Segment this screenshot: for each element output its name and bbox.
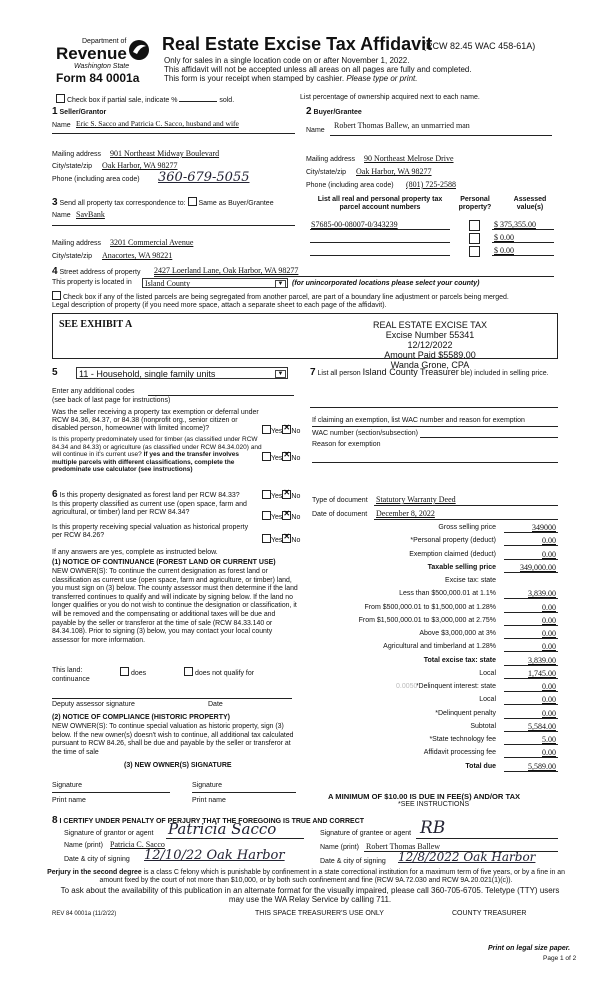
tax-row-value[interactable]: 0.00 (542, 616, 556, 625)
tax-row-line (504, 638, 558, 639)
seller-city-label: City/state/zip (52, 163, 93, 170)
local-rate-value: 0.0050 (396, 683, 418, 690)
doc-date-label: Date of document (312, 511, 368, 518)
correspondence-label: Send all property tax correspondence to: (59, 200, 186, 207)
owner-sig-line-2[interactable] (192, 792, 296, 793)
tax-row-label: *State technology fee (429, 736, 496, 743)
item7-label-post: ble) included in selling price. (460, 370, 549, 377)
owner-sig-line-1[interactable] (52, 792, 170, 793)
perjury-bold: Perjury in the second degree (47, 869, 142, 876)
corr-mailing-label: Mailing address (52, 240, 102, 247)
buyer-mailing-value[interactable]: 90 Northeast Melrose Drive (364, 154, 454, 163)
doc-date-value[interactable]: December 8, 2022 (376, 509, 435, 518)
tax-row-value[interactable]: 0.00 (542, 536, 556, 545)
does-row (120, 667, 146, 678)
personal-property-checkbox[interactable] (469, 220, 480, 231)
does-checkbox[interactable] (120, 667, 129, 676)
stamp-line5: Wanda Grone, CPA (390, 360, 470, 370)
tax-row-line (504, 572, 558, 573)
seller-mailing-value[interactable]: 901 Northeast Midway Boulevard (110, 149, 220, 158)
item7-num: 7 (310, 367, 316, 378)
fq2-yes-label: Yes (271, 514, 283, 521)
grantor-name-label: Name (print) (64, 842, 103, 849)
q1-yes-label: Yes (271, 428, 283, 435)
notice2-title: (2) NOTICE OF COMPLIANCE (HISTORIC PROPERTY) (52, 714, 230, 721)
segregated-row (52, 291, 509, 302)
tax-row-value[interactable]: 0.00 (542, 695, 556, 704)
item7-line (310, 407, 558, 408)
tax-row-label: Less than $500,000.01 at 1.1% (399, 590, 496, 597)
corr-name-label: Name (52, 212, 71, 219)
tax-row-label: Affidavit processing fee (423, 749, 496, 756)
tax-row-value[interactable]: 0.00 (542, 748, 556, 757)
tax-row-label: Exemption claimed (deduct) (409, 551, 496, 558)
same-as-buyer-label: Same as Buyer/Grantee (198, 200, 274, 207)
additional-codes-field[interactable] (148, 395, 294, 396)
assessed-value-line (492, 242, 554, 243)
grantee-name-value[interactable]: Robert Thomas Ballew (366, 842, 441, 851)
doc-type-label: Type of document (312, 497, 368, 504)
grantee-sig-line (416, 838, 558, 839)
street-line (154, 276, 554, 277)
buyer-mailing-label: Mailing address (306, 156, 356, 163)
q1-no-label: No (291, 428, 301, 435)
tax-row-value[interactable]: 349,000.00 (520, 563, 556, 572)
partial-sale-label: Check box if partial sale, indicate % (66, 97, 178, 104)
use-code-value: 11 - Household, single family units (79, 369, 216, 379)
chevron-down-icon[interactable]: ▼ (275, 370, 286, 378)
tax-row-label: Subtotal (470, 723, 496, 730)
does-not-label: does not qualify for (194, 670, 255, 677)
rcw-reference: (RCW 82.45 WAC 458-61A) (423, 41, 536, 51)
certify-title: I CERTIFY UNDER PENALTY OF PERJURY THAT THE FOREGOING IS TRUE AND CORRECT (59, 818, 365, 825)
seller-city-value[interactable]: Oak Harbor, WA 98277 (102, 161, 178, 170)
seller-heading (52, 106, 106, 118)
q2-no-label: No (291, 455, 301, 462)
any-yes-note: If any answers are yes, complete as instructed below. (52, 549, 218, 556)
seller-phone-label: Phone (including area code) (52, 176, 140, 183)
timber-question-bold: If yes and the transfer involves multiple parcels with different classifications, complete the predominate use calculator (see instructions) (52, 451, 239, 473)
grantee-name-label: Name (print) (320, 844, 359, 851)
q2-yes-checkbox[interactable] (262, 452, 271, 461)
tax-row-line (504, 757, 558, 758)
grantor-date-label: Date & city of signing (64, 856, 130, 863)
reason-field[interactable] (312, 462, 558, 463)
tax-row-label: *Delinquent penalty (435, 710, 496, 717)
treasurer-use-only: THIS SPACE TREASURER'S USE ONLY (255, 910, 384, 917)
tax-row-value[interactable]: 349000 (532, 523, 556, 532)
grantor-sig-label: Signature of grantor or agent (64, 830, 154, 837)
assessed-col-header: Assessed value(s) (513, 196, 547, 212)
parcel-number-line (310, 255, 450, 256)
tax-row-label: *Personal property (deduct) (410, 537, 496, 544)
tax-row-line (504, 625, 558, 626)
fq2-yes-checkbox[interactable] (262, 511, 271, 520)
correspondence-num: 3 (52, 197, 58, 208)
this-land-label: This land: (52, 667, 83, 674)
segregated-label: Check box if any of the listed parcels are being segregated from another parcel, are part of a boundary line adjustment or parcels being merged. (62, 294, 509, 301)
tax-row-value[interactable]: 0.00 (542, 550, 556, 559)
header-line3 (164, 74, 417, 84)
corr-city-label: City/state/zip (52, 253, 93, 260)
ownership-note: List percentage of ownership acquired next to each name. (300, 94, 480, 101)
continuance-label: continuance (52, 676, 90, 683)
notice2-body: NEW OWNER(S): To continue special valuation as historic property, sign (3) below. If the new owner(s) doesn't wish to continue, all additional tax calculated pursuant to RCW 84.26, shall be due and payable by the seller or transferor at the time of sale (52, 723, 294, 756)
corr-blank-line (52, 225, 295, 226)
tax-row-line (504, 612, 558, 613)
stamp-line1: REAL ESTATE EXCISE TAX (372, 320, 488, 330)
tax-row-line (504, 691, 558, 692)
dept-line1: Department of (82, 38, 127, 45)
seller-name-label: Name (52, 122, 71, 129)
doc-type-line (374, 505, 558, 506)
street-label: Street address of property (59, 269, 141, 276)
rev-number: REV 84 0001a (11/2/22) (52, 911, 117, 917)
tax-row-label: Gross selling price (438, 524, 496, 531)
personal-col-header: Personal property? (458, 196, 492, 212)
does-not-checkbox[interactable] (184, 667, 193, 676)
timber-question (52, 436, 262, 474)
stamp-line6: Island County Treasurer (362, 367, 459, 377)
timber-question-text: Is this property predominately used for timber (as classified under RCW 84.34 and 84.33) or agriculture (as classified under RCW 84.34.020) and will continue in it's current use? (52, 436, 262, 458)
fq3-no-label: No (291, 537, 301, 544)
tax-row-label: Above $3,000,000 at 3% (419, 630, 496, 637)
stamp-line2: Excise Number 55341 (385, 330, 475, 340)
doc-date-line (374, 519, 558, 520)
tax-row-line (504, 731, 558, 732)
q2-no-checkbox[interactable] (282, 452, 291, 461)
alt-format-notice: To ask about the availability of this publication in an alternate format for the visually impaired, please call 360-705-6705. Teletype (TTY) users may use the WA Relay Service by calling 711. (60, 886, 560, 904)
deputy-date-label: Date (208, 701, 223, 708)
exemption-question: Was the seller receiving a property tax exemption or deferral under RCW 84.36, 84.37, or 84.38 (nonprofit org., senior citizen or disabled person, homeowner with limited income)? (52, 409, 259, 432)
buyer-city-value[interactable]: Oak Harbor, WA 98277 (356, 167, 432, 176)
wac-label: WAC number (section/subsection) (312, 430, 418, 437)
perjury-text: is a class C felony which is punishable by confinement in a state correctional institution for a maximum term of five years, or by a fine in an amount fixed by the court of not more than $10,000, or by both such confinement and fine (RCW 9A.72.030 and RCW 9A.20.021(1)(c)). (99, 869, 565, 885)
minimum-notice: A MINIMUM OF $10.00 IS DUE IN FEE(S) AND/OR TAX (328, 792, 521, 801)
segregated-checkbox[interactable] (52, 291, 61, 300)
tax-row-value[interactable]: 5,589.00 (528, 762, 556, 771)
item7-label-pre: List all person (317, 370, 361, 377)
buyer-phone-value[interactable]: (801) 725-2588 (406, 180, 456, 189)
legal-paper-note: Print on legal size paper. (488, 945, 571, 952)
tax-row-value[interactable]: 0.00 (542, 682, 556, 691)
tax-row-label: Total excise tax: state (423, 657, 496, 664)
q1-yes-checkbox[interactable] (262, 425, 271, 434)
partial-sold-label: sold. (219, 97, 235, 104)
forest-q1-answer (262, 490, 300, 501)
use-code-num: 5 (52, 367, 58, 378)
fq3-yes-label: Yes (271, 537, 283, 544)
notice1-body: NEW OWNER(S): To continue the current designation as forest land or classification as current use (open space, farm and agriculture, or timber) land, you must sign on (3) below. The county assessor must then determine if the land transferred continues to qualify and will indicate by signing below. If the land no longer qualifies or you do not wish to continue the designation or classification, it will be removed and the compensating or additional taxes will be due and payable by the seller or transferor at the time of sale (RCW 84.33.140 or 84.34.108). Prior to signing (3) below, you may contact your local county assessor for more information. (52, 568, 298, 644)
personal-property-checkbox[interactable] (469, 233, 480, 244)
forest-q2: Is this property classified as current use (open space, farm and agricultural, or timber) land per RCW 84.34? (52, 501, 247, 516)
header-line1: Only for sales in a single location code on or after November 1, 2022. (164, 56, 410, 65)
tax-row-value[interactable]: 3,839.00 (528, 656, 556, 665)
corr-name-value[interactable]: SavBank (76, 210, 105, 219)
q1-no-checkbox[interactable] (282, 425, 291, 434)
tax-row-line (504, 704, 558, 705)
grantee-date-label: Date & city of signing (320, 858, 386, 865)
county-note: (for unincorporated locations please select your county) (292, 280, 480, 287)
seller-phone-value[interactable]: 360-679-5055 (158, 170, 250, 185)
county-treasurer: COUNTY TREASURER (452, 910, 527, 917)
dept-line2: Revenue (56, 44, 127, 63)
tax-row-label: From $500,000.01 to $1,500,000 at 1.28% (364, 604, 496, 611)
parcel-col-header: List all real and personal property tax parcel account numbers (317, 196, 443, 212)
fq1-no-label: No (291, 493, 301, 500)
fq1-no-checkbox[interactable] (282, 490, 291, 499)
grantor-name-value[interactable]: Patricia C. Sacco (110, 840, 165, 849)
see-instructions: *SEE INSTRUCTIONS (398, 801, 470, 808)
deputy-line[interactable] (52, 698, 292, 699)
tax-row-label: Agricultural and timberland at 1.28% (383, 643, 496, 650)
reason-label: Reason for exemption (312, 441, 381, 448)
tax-row-line (504, 678, 558, 679)
forest-num: 6 (52, 489, 58, 500)
form-number: Form 84 0001a (56, 71, 140, 85)
fq1-yes-label: Yes (271, 493, 283, 500)
tax-row-line (504, 532, 558, 533)
assessed-value[interactable]: $ 375,355.00 (494, 220, 536, 229)
assessed-value[interactable]: $ 0.00 (494, 246, 514, 255)
assessed-value[interactable]: $ 0.00 (494, 233, 514, 242)
street-row (52, 266, 140, 278)
seller-num: 1 (52, 106, 58, 117)
buyer-name-value[interactable]: Robert Thomas Ballew, an unmarried man (334, 121, 470, 130)
tax-row-line (504, 665, 558, 666)
grantor-date-value[interactable]: 12/10/22 Oak Harbor (144, 848, 285, 863)
tax-row-value[interactable]: 0.00 (542, 603, 556, 612)
seller-heading-text: Seller/Grantor (59, 109, 107, 116)
exemption-label: If claiming an exemption, list WAC number and reason for exemption (312, 417, 525, 424)
street-value[interactable]: 2427 Loerland Lane, Oak Harbor, WA 98277 (154, 266, 299, 275)
partial-sale-checkbox[interactable] (56, 94, 65, 103)
tax-row-value[interactable]: 0.00 (542, 642, 556, 651)
stamp-line4: Amount Paid $5589.00 (384, 350, 476, 360)
buyer-name-label: Name (306, 127, 325, 134)
legal-value: SEE EXHIBIT A (59, 319, 133, 330)
partial-percent-field[interactable] (179, 101, 217, 102)
corr-mailing-value[interactable]: 3201 Commercial Avenue (110, 238, 194, 247)
property-num: 4 (52, 266, 58, 277)
see-back-note: (see back of last page for instructions) (52, 397, 171, 404)
corr-city-value[interactable]: Anacortes, WA 98221 (102, 251, 173, 260)
header-line3-text: This form is your receipt when stamped by cashier. (164, 74, 345, 83)
personal-property-checkbox[interactable] (469, 246, 480, 257)
buyer-heading-text: Buyer/Grantee (313, 109, 362, 116)
grantee-date-value[interactable]: 12/8/2022 Oak Harbor (398, 850, 536, 864)
tax-row-value[interactable]: 3,839.00 (528, 589, 556, 598)
located-label: This property is located in (52, 279, 132, 286)
seller-mailing-label: Mailing address (52, 151, 102, 158)
tax-row-label: Local (479, 696, 496, 703)
tax-row-line (504, 545, 558, 546)
same-as-buyer-checkbox[interactable] (188, 197, 197, 206)
owner-sig-label-2: Signature (192, 782, 222, 789)
notice3-title: (3) NEW OWNER(S) SIGNATURE (124, 762, 232, 769)
use-code-select[interactable] (76, 367, 288, 379)
tax-row-line (504, 771, 558, 772)
stamp-line3: 12/12/2022 (407, 340, 453, 350)
tax-row-value[interactable]: 0.00 (542, 709, 556, 718)
q2-answer (262, 452, 300, 463)
grantee-signature[interactable]: RB (420, 818, 446, 838)
tax-row-line (504, 651, 558, 652)
county-value: Island County (145, 279, 191, 288)
partial-sale-row (56, 94, 234, 105)
wac-field[interactable] (420, 437, 558, 438)
owner-sig-label-1: Signature (52, 782, 82, 789)
tax-row-value[interactable]: 0.00 (542, 629, 556, 638)
q1-answer (262, 425, 300, 436)
does-not-row (184, 667, 254, 678)
item7-row (310, 367, 558, 379)
notice1-title: (1) NOTICE OF CONTINUANCE (FOREST LAND OR CURRENT USE) (52, 559, 276, 566)
fq1-yes-checkbox[interactable] (262, 490, 271, 499)
grantor-signature[interactable]: Patricia Sacco (168, 820, 277, 838)
tax-row-value[interactable]: 5,584.00 (528, 722, 556, 731)
grantor-sig-line (166, 838, 304, 839)
buyer-name-line (330, 135, 552, 136)
tax-row-value[interactable]: 5.00 (542, 735, 556, 744)
forest-q1-text: Is this property designated as forest land per RCW 84.33? (59, 492, 240, 499)
deputy-label: Deputy assessor signature (52, 701, 135, 708)
seller-blank-line (52, 133, 295, 134)
form-title: Real Estate Excise Tax Affidavit (162, 34, 433, 54)
forest-q3: Is this property receiving special valuation as historical property per RCW 84.26? (52, 524, 249, 539)
tax-row-line (504, 559, 558, 560)
seller-name-value[interactable]: Eric S. Sacco and Patricia C. Sacco, husband and wife (76, 119, 239, 128)
assessed-value-line (492, 229, 554, 230)
buyer-city-label: City/state/zip (306, 169, 347, 176)
certify-num: 8 (52, 815, 58, 826)
perjury-notice (46, 869, 566, 885)
excise-stamp (370, 320, 490, 370)
tax-row-line (504, 598, 558, 599)
legal-label: Legal description of property (if you need more space, attach a separate sheet to each page of the affidavit). (52, 302, 387, 309)
tax-row-label: From $1,500,000.01 to $3,000,000 at 2.75% (358, 617, 496, 624)
fq2-no-checkbox[interactable] (282, 511, 291, 520)
additional-codes-label: Enter any additional codes (52, 388, 135, 395)
tax-row-label: Local (479, 670, 496, 677)
buyer-num: 2 (306, 106, 312, 117)
tax-row-value[interactable]: 1,745.00 (528, 669, 556, 678)
header-line3-italic: Please type or print. (346, 74, 418, 83)
tax-row-label: *Delinquent interest: state (415, 683, 496, 690)
owner-print-label-1: Print name (52, 797, 86, 804)
parcel-number[interactable]: S7685-00-08007-0/343239 (311, 220, 398, 229)
forest-q2-answer (262, 511, 300, 522)
parcel-number-line (310, 242, 450, 243)
dept-line3: Washington State (74, 63, 130, 70)
fq2-no-label: No (291, 514, 301, 521)
does-label: does (130, 670, 147, 677)
tax-row-label: Excise tax: state (445, 577, 496, 584)
correspondence-row (52, 197, 274, 209)
exemption-line (312, 426, 558, 427)
buyer-phone-label: Phone (including area code) (306, 182, 394, 189)
q2-yes-label: Yes (271, 455, 283, 462)
doc-type-value[interactable]: Statutory Warranty Deed (376, 495, 456, 504)
owner-print-label-2: Print name (192, 797, 226, 804)
assessed-value-line (492, 255, 554, 256)
tax-row-line (504, 744, 558, 745)
chevron-down-icon[interactable]: ▼ (275, 280, 286, 288)
header-line2: This affidavit will not be accepted unless all areas on all pages are fully and completed. (164, 65, 472, 74)
wa-logo-icon (128, 38, 150, 62)
tax-row-line (504, 718, 558, 719)
forest-q1 (52, 489, 240, 501)
county-select[interactable] (142, 278, 288, 288)
page-number: Page 1 of 2 (543, 955, 577, 962)
buyer-heading (306, 106, 362, 118)
tax-row-label: Total due (465, 763, 496, 770)
tax-row-label: Taxable selling price (427, 564, 496, 571)
grantee-sig-label: Signature of grantee or agent (320, 830, 412, 837)
